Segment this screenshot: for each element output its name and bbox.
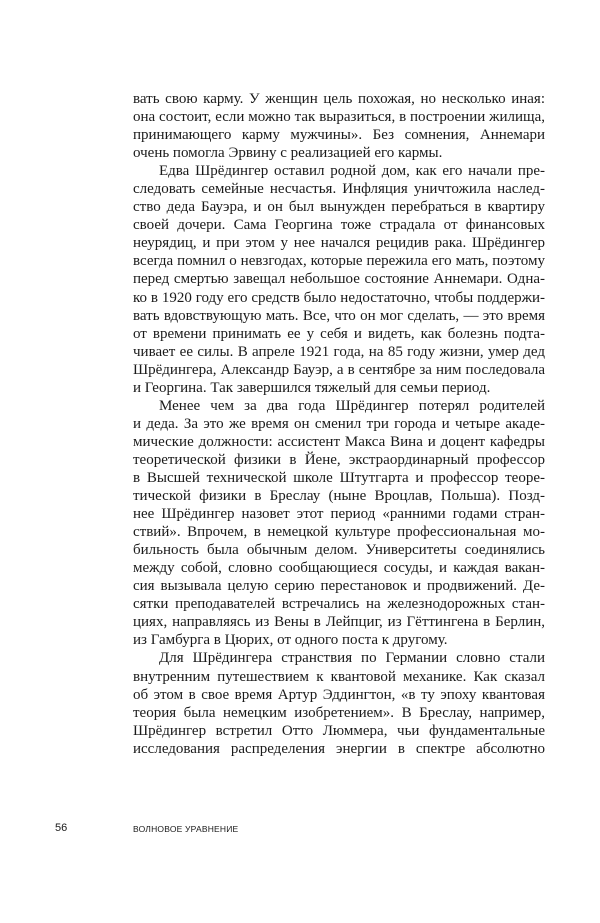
text-line: вать вдовствующую мать. Все, что он мог сделать, — это время — [133, 307, 545, 324]
paragraph — [133, 649, 545, 757]
text-line: и Георгина. Так завершился тяжелый для семьи период. — [133, 379, 491, 396]
text-line: Менее чем за два года Шрёдингер потерял родителей — [159, 397, 545, 414]
text-line: циях, направляясь из Вены в Лейпциг, из Гёттингена в Берлин, — [133, 614, 545, 631]
text-line: своей дочери. Сама Георгина тоже страдала от финансовых — [133, 217, 545, 234]
text-line: бильность была обычным делом. Университеты соединялись — [133, 542, 545, 559]
text-line: очень помогла Эрвину с реализацией его кармы. — [133, 145, 443, 162]
text-line: тической физики в Бреслау (ныне Вроцлав, Польша). Позд- — [133, 488, 545, 505]
text-line: и деда. За это же время он сменил три города и четыре акаде- — [133, 415, 545, 432]
text-line: теоретической физики в Йене, экстраординарный профессор — [133, 451, 545, 468]
text-line: Едва Шрёдингер оставил родной дом, как его начали пре- — [159, 163, 545, 180]
page-number: 56 — [55, 822, 68, 834]
text-line: между собой, словно сообщающиеся сосуды, и каждая вакан- — [133, 560, 545, 577]
text-line: от времени принимать ее у себя и видеть, как болезнь подта- — [133, 325, 545, 342]
text-line: Шрёдингер встретил Отто Люммера, чьи фундаментальные — [133, 722, 545, 739]
text-line: перед смертью завещал небольшое состояние Аннемари. Одна- — [133, 271, 545, 288]
text-line: сия вызывала целую серию перестановок и продвижений. Де- — [133, 578, 545, 595]
text-line: внутренним путешествием к квантовой механике. Как сказал — [133, 668, 545, 685]
paragraph — [133, 162, 545, 397]
text-line: Шрёдингера, Александр Бауэр, а в сентябре за ним последовала — [133, 361, 545, 378]
text-line: ко в 1920 году его средств было недостаточно, чтобы поддержи- — [133, 289, 545, 306]
text-line: следовать семейные несчастья. Инфляция уничтожила наслед- — [133, 181, 545, 198]
text-line: нее Шрёдингер назовет этот период «ранними годами стран- — [133, 506, 545, 523]
running-head: ВОЛНОВОЕ УРАВНЕНИЕ — [133, 824, 239, 834]
text-line: она состоит, если можно так выразиться, в построении жилища, — [133, 109, 545, 126]
text-line: из Гамбурга в Цюрих, от одного поста к другому. — [133, 632, 448, 649]
text-line: вать свою карму. У женщин цель похожая, но несколько иная: — [133, 91, 545, 107]
text-line: мические должности: ассистент Макса Вина и доцент кафедры — [133, 433, 545, 450]
text-line: сятки преподавателей встречались на железнодорожных стан- — [133, 596, 545, 613]
text-line: исследования распределения энергии в спектре абсолютно — [133, 740, 545, 757]
text-line: об этом в свое время Артур Эддингтон, «в ту эпоху квантовая — [133, 686, 545, 703]
text-line: чивает ее силы. В апреле 1921 года, на 85 году жизни, умер дед — [133, 343, 545, 360]
text-line: теория была немецким изобретением». В Бреслау, например, — [133, 704, 545, 721]
text-line: ствий». Впрочем, в немецкой культуре профессиональная мо- — [133, 524, 545, 541]
paragraph — [133, 90, 545, 162]
body-text — [133, 90, 545, 758]
text-line: ство деда Бауэра, и он был вынужден перебраться в квартиру — [133, 199, 545, 216]
text-line: неурядиц, и при этом у нее начался рецидив рака. Шрёдингер — [133, 235, 545, 252]
text-line: всегда помнил о невзгодах, которые пережила его мать, поэтому — [133, 253, 545, 270]
text-line: принимающего карму мужчины». Без сомнения, Аннемари — [133, 127, 545, 144]
text-line: в Высшей технической школе Штутгарта и профессор теоре- — [133, 469, 545, 486]
paragraph — [133, 397, 545, 650]
text-line: Для Шрёдингера странствия по Германии словно стали — [159, 650, 545, 667]
